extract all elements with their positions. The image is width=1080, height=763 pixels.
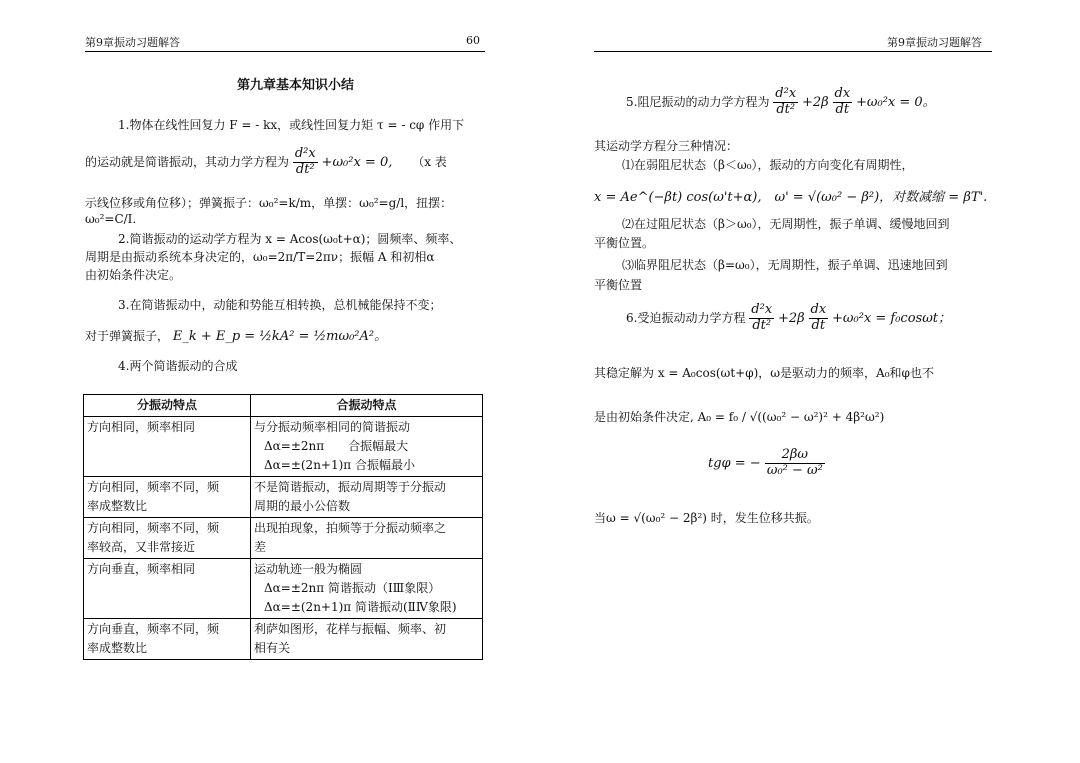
cell-line: 率较高，又非常接近 [87, 540, 196, 554]
para-3b [85, 325, 387, 344]
cell-line: 方向相同，频率相同 [87, 420, 196, 434]
cell-line: 运动轨迹一般为椭圆 [254, 562, 363, 576]
cell-line: 利萨如图形，花样与振幅、频率、初 [254, 622, 447, 636]
shm-equation: +ω₀²x = 0, [321, 154, 393, 170]
forced-dx-fraction [809, 303, 829, 334]
frac-num: d²x [751, 302, 773, 317]
para-1a: 1.物体在线性回复力 F = - kx，或线性回复力矩 τ = - cφ 作用下 [118, 118, 465, 132]
forced-d2x-fraction [749, 303, 774, 334]
para-2b: 周期是由振动系统本身决定的，ω₀=2π/T=2πν；振幅 A 和初相α [85, 250, 435, 264]
table-cell [84, 477, 251, 518]
cell-line: Δα=±(2n+1)π 合振幅最小 [264, 458, 415, 472]
frac-den: dt [811, 317, 826, 333]
para-5f: 平衡位置。 [594, 236, 655, 250]
cell-line: 不是简谐振动，振动周期等于分振动 [254, 480, 447, 494]
para-6e: 当ω = √(ω₀² − 2β²) 时，发生位移共振。 [594, 511, 819, 525]
second-derivative-fraction [293, 147, 318, 178]
frac-den: dt² [295, 161, 315, 177]
header-right: 第9章振动习题解答 [887, 36, 982, 49]
para-2c: 由初始条件决定。 [85, 268, 182, 282]
cell-line: 率成整数比 [87, 641, 148, 655]
damped-d2x-fraction [773, 87, 798, 118]
table-cell [84, 559, 251, 619]
composition-table [83, 394, 483, 660]
para-5h: 平衡位置 [594, 278, 643, 292]
para-1c: 示线位移或角位移）；弹簧振子：ω₀²=k/m，单摆：ω₀²=g/l，扭摆： [85, 196, 453, 210]
table-row [84, 518, 483, 559]
chapter-summary-title: 第九章基本知识小结 [237, 78, 355, 93]
table-cell [251, 559, 483, 619]
para-5c: ⑴在弱阻尼状态（β＜ω₀），振动的方向变化有周期性， [622, 158, 914, 172]
cell-line: 方向垂直，频率不同，频 [87, 622, 220, 636]
cell-line: 方向垂直，频率相同 [87, 562, 196, 576]
table-row [84, 619, 483, 660]
para-4: 4.两个简谐振动的合成 [118, 359, 238, 373]
para-5b: 其运动学方程分三种情况： [594, 139, 739, 153]
frac-den: dt² [752, 317, 772, 333]
table-row [84, 477, 483, 518]
damped-dx-fraction [833, 87, 853, 118]
table-header-component: 分振动特点 [84, 395, 251, 417]
table-cell [84, 619, 251, 660]
frac-num: 2βω [765, 448, 825, 464]
frac-num: d²x [775, 86, 797, 101]
table-cell [251, 619, 483, 660]
frac-den: dt [835, 101, 850, 117]
cell-line: 率成整数比 [87, 499, 148, 513]
cell-line: 方向相同，频率不同，频 [87, 521, 220, 535]
para-1d: ω₀²=C/I. [85, 212, 137, 226]
forced-tail: +ω₀²x = f₀cosωt； [831, 310, 952, 326]
table-cell [251, 518, 483, 559]
para-3a: 3.在简谐振动中，动能和势能互相转换，总机械能保持不变； [118, 298, 442, 312]
header-rule-left [85, 51, 485, 52]
para-1b-text: 的运动就是简谐振动，其动力学方程为 [85, 154, 290, 169]
para-6b: 其稳定解为 x = A₀cos(ωt+φ)，ω是驱动力的频率，A₀和φ也不 [594, 366, 934, 380]
phase-lhs: tgφ = − [708, 455, 761, 471]
para-1b [85, 147, 447, 178]
table-cell [251, 477, 483, 518]
cell-line: Δα=±2nπ 简谐振动（ⅠⅢ象限） [264, 581, 441, 595]
table-cell [84, 518, 251, 559]
cell-line: 方向相同，频率不同，频 [87, 480, 220, 494]
para-1b-tail: （x 表 [412, 154, 447, 169]
header-rule-right [594, 51, 992, 52]
para-5a-text: 5.阻尼振动的动力学方程为 [626, 94, 770, 109]
para-2a: 2.简谐振动的运动学方程为 x = Acos(ω₀t+α)；圆频率、频率、 [118, 232, 462, 246]
table-row [84, 559, 483, 619]
cell-line: 周期的最小公倍数 [254, 499, 351, 513]
para-5a [626, 87, 936, 118]
cell-line: 出现拍现象，拍频等于分振动频率之 [254, 521, 447, 535]
frac-num: dx [834, 86, 851, 101]
damped-tail: +ω₀²x = 0。 [855, 94, 936, 110]
para-3b-text: 对于弹簧振子， [85, 329, 170, 343]
forced-term: +2β [777, 310, 805, 326]
para-6a-text: 6.受迫振动动力学方程 [626, 310, 746, 325]
frac-num: d²x [294, 146, 316, 161]
frac-den: ω₀² − ω² [766, 462, 823, 478]
frac-num: dx [810, 302, 827, 317]
para-6c: 是由初始条件决定, A₀ = f₀ / √((ω₀² − ω²)² + 4β²ω²) [594, 410, 885, 424]
cell-line: Δα=±2nπ 合振幅最大 [264, 439, 409, 453]
phase-equation [708, 448, 825, 479]
phase-fraction [765, 448, 825, 479]
para-6a [626, 303, 951, 334]
para-5e: ⑵在过阻尼状态（β＞ω₀），无周期性，振子单调、缓慢地回到 [622, 217, 950, 231]
para-5d: x = Ae^(−βt) cos(ω't+α), ω' = √(ω₀² − β²)，对数减缩 = βT'. [594, 190, 988, 205]
cell-line: Δα=±(2n+1)π 简谐振动(ⅡⅣ象限) [264, 600, 457, 614]
table-header-resultant: 合振动特点 [251, 395, 483, 417]
cell-line: 与分振动频率相同的简谐振动 [254, 420, 411, 434]
cell-line: 相有关 [254, 641, 291, 655]
frac-den: dt² [776, 101, 796, 117]
damped-term: +2β [801, 94, 829, 110]
page-number: 60 [466, 34, 480, 47]
energy-equation: E_k + E_p = ½kA² = ½mω₀²A²。 [172, 329, 388, 344]
para-5g: ⑶临界阻尼状态（β=ω₀），无周期性，振子单调、迅速地回到 [622, 258, 948, 272]
table-header-row [84, 395, 483, 417]
table-row [84, 417, 483, 477]
table-cell [251, 417, 483, 477]
table-cell [84, 417, 251, 477]
cell-line: 差 [254, 540, 267, 554]
header-left: 第9章振动习题解答 [85, 36, 180, 49]
